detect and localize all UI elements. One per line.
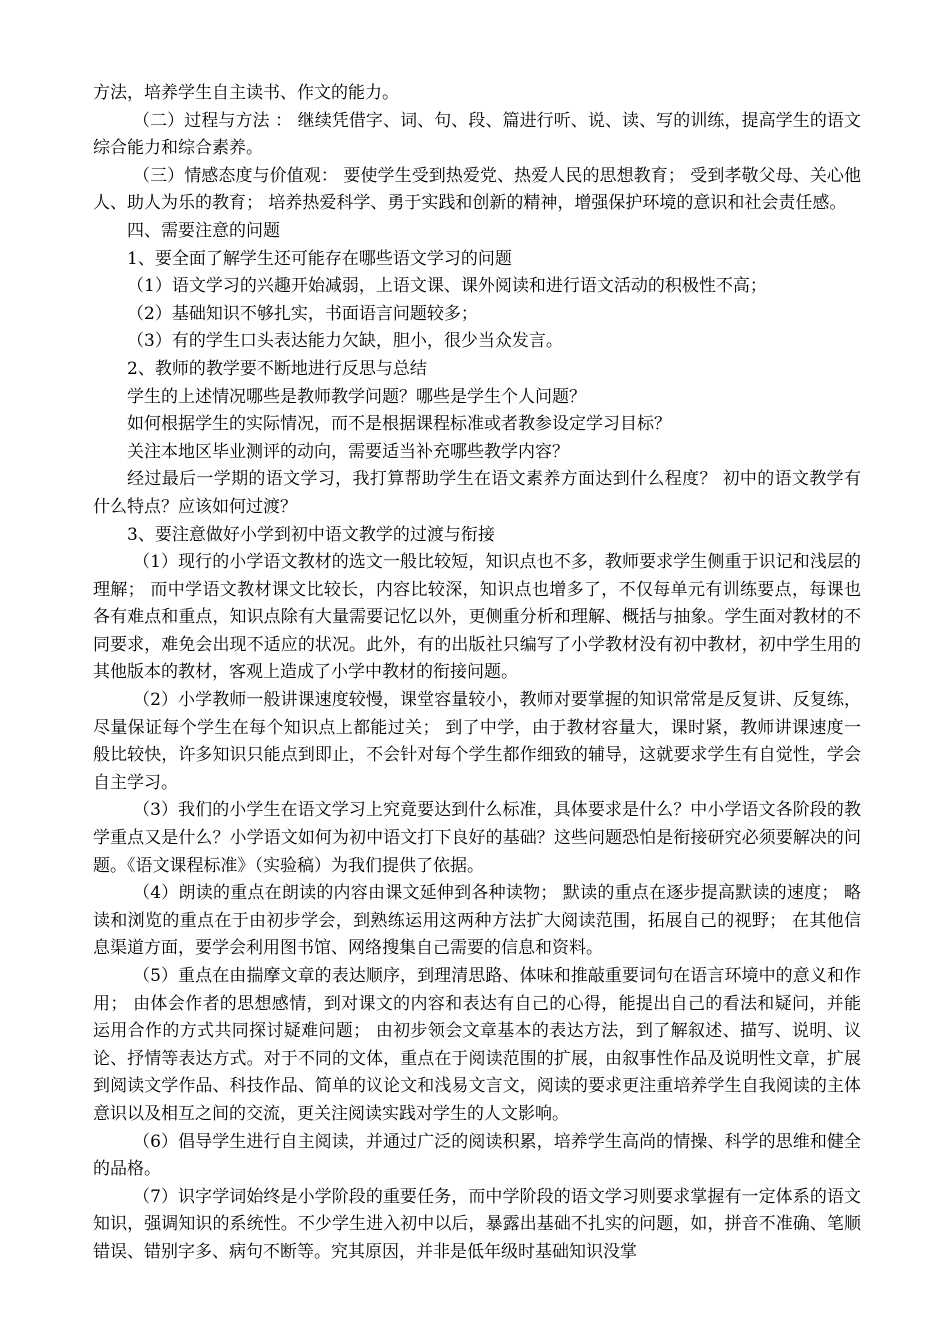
paragraph: （5）重点在由揣摩文章的表达顺序，到理清思路、体味和推敲重要词句在语言环境中的意义和作用； 由体会作者的思想感情，到对课文的内容和表达有自己的心得，能提出自己的看法和疑问，并能运用合作的方式共同探讨疑难问题； 由初步领会文章基本的表达方法，到了解叙述、描写、说明、议论、抒情等表达方式。对于不同的文体，重点在于阅读范围的扩展，由叙事性作品及说明性文章，扩展到阅读文学作品、科技作品、简单的议论文和浅易文言文，阅读的要求更注重培养学生自我阅读的主体意识以及相互之间的交流，更关注阅读实践对学生的人文影响。 <box>93 966 861 1124</box>
paragraph: （1）语文学习的兴趣开始减弱，上语文课、课外阅读和进行语文活动的积极性不高； <box>127 276 767 297</box>
paragraph: 方法，培养学生自主读书、作文的能力。 <box>93 83 399 103</box>
paragraph: 如何根据学生的实际情况，而不是根据课程标准或者教参设定学习目标？ <box>127 414 671 435</box>
paragraph: （2）小学教师一般讲课速度较慢，课堂容量较小，教师对要掌握的知识常常是反复讲、反复练，尽量保证每个学生在每个知识点上都能过关； 到了中学，由于教材容量大，课时紧，教师讲课速度一般比较快，许多知识只能点到即止，不会针对每个学生都作细致的辅导，这就要求学生有自觉性，学会自主学习。 <box>93 690 861 793</box>
paragraph: （三）情感态度与价值观： 要使学生受到热爱党、热爱人民的思想教育； 受到孝敬父母、关心他人、助人为乐的教育； 培养热爱科学、勇于实践和创新的精神，增强保护环境的意识和社会责任感。 <box>93 165 861 214</box>
paragraph: （2）基础知识不够扎实，书面语言问题较多； <box>127 303 478 324</box>
paragraph: （二）过程与方法 ： 继续凭借字、词、句、段、篇进行听、说、读、写的训练，提高学生的语文综合能力和综合素养。 <box>93 110 861 159</box>
paragraph: （3）我们的小学生在语文学习上究竟要达到什么标准，具体要求是什么？中小学语文各阶段的教学重点又是什么？小学语文如何为初中语文打下良好的基础？这些问题恐怕是衔接研究必须要解决的问题。《语文课程标准》（实验稿）为我们提供了依据。 <box>93 800 861 876</box>
paragraph: （1）现行的小学语文教材的选文一般比较短，知识点也不多，教师要求学生侧重于识记和浅层的理解； 而中学语文教材课文比较长，内容比较深，知识点也增多了，不仅每单元有训练要点，每课也各有难点和重点，知识点除有大量需要记忆以外，更侧重分析和理解、概括与抽象。学生面对教材的不同要求，难免会出现不适应的状况。此外，有的出版社只编写了小学教材没有初中教材，初中学生用的其他版本的教材，客观上造成了小学中教材的衔接问题。 <box>93 552 861 683</box>
paragraph: （4）朗读的重点在朗读的内容由课文延伸到各种读物； 默读的重点在逐步提高默读的速度； 略读和浏览的重点在于由初步学会，到熟练运用这两种方法扩大阅读范围，拓展自己的视野； 在其他信息渠道方面，要学会利用图书馆、网络搜集自己需要的信息和资料。 <box>93 883 861 959</box>
paragraph: 经过最后一学期的语文学习，我打算帮助学生在语文素养方面达到什么程度？ 初中的语文教学有什么特点？应该如何过渡？ <box>93 469 861 517</box>
paragraph: 2、教师的教学要不断地进行反思与总结 <box>127 358 427 379</box>
paragraph: 1、要全面了解学生还可能存在哪些语文学习的问题 <box>127 248 512 269</box>
paragraph: 关注本地区毕业测评的动向，需要适当补充哪些教学内容？ <box>127 441 569 462</box>
paragraph: （7）识字学词始终是小学阶段的重要任务，而中学阶段的语文学习则要求掌握有一定体系的语文知识，强调知识的系统性。不少学生进入初中以后，暴露出基础不扎实的问题，如，拼音不准确、笔顺错误、错别字多、病句不断等。究其原因，并非是低年级时基础知识没掌 <box>93 1186 861 1262</box>
paragraph: 四、需要注意的问题 <box>127 220 280 241</box>
document-page <box>93 80 861 1267</box>
paragraph: 3、要注意做好小学到初中语文教学的过渡与衔接 <box>127 524 495 545</box>
paragraph: 学生的上述情况哪些是教师教学问题？哪些是学生个人问题？ <box>127 386 586 407</box>
paragraph: （3）有的学生口头表达能力欠缺，胆小，很少当众发言。 <box>127 331 563 352</box>
paragraph: （6）倡导学生进行自主阅读，并通过广泛的阅读积累，培养学生高尚的情操、科学的思维和健全的品格。 <box>93 1131 861 1180</box>
